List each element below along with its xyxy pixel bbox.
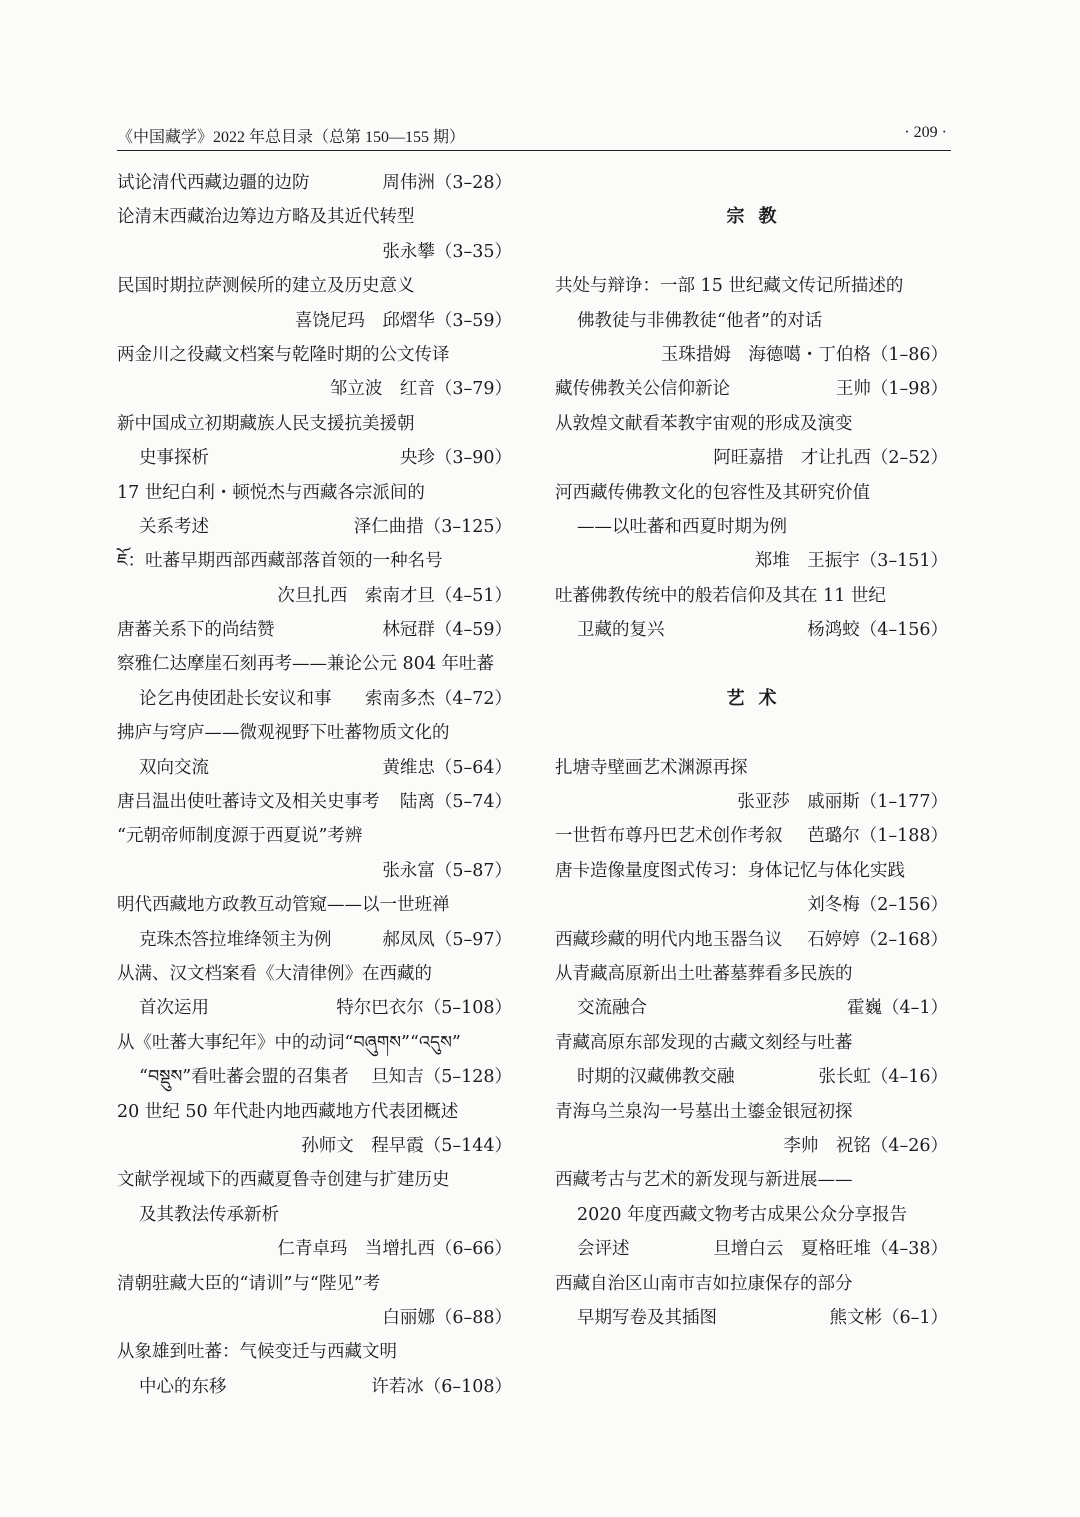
article-title: 中心的东移	[139, 1376, 227, 1397]
article-title: 从象雄到吐蕃：气候变迁与西藏文明	[117, 1342, 397, 1363]
article-title: 从敦煌文献看苯教宇宙观的形成及演变	[555, 413, 853, 434]
article-title: 两金川之役藏文档案与乾隆时期的公文传译	[117, 344, 450, 365]
author-issue-page: 陆离（5–74）	[399, 792, 512, 813]
author-issue-page: 张永攀（3–35）	[382, 241, 512, 262]
author-issue-page: 郑堆 王振宇（3–151）	[754, 551, 948, 572]
article-title: ཇོ：吐蕃早期西部西藏部落首领的一种名号	[117, 551, 443, 572]
article-title: 从《吐蕃大事纪年》中的动词“བཞུགས”“འདུས”	[117, 1032, 461, 1053]
article-title: 克珠杰答拉堆绛领主为例	[139, 929, 332, 950]
article-title: 明代西藏地方政教互动管窥——以一世班禅	[117, 895, 450, 916]
toc-entry-line	[117, 441, 512, 475]
article-title: 河西藏传佛教文化的包容性及其研究价值	[555, 482, 870, 503]
author-issue-page: 旦知吉（5–128）	[371, 1067, 512, 1088]
author-issue-page: 央珍（3–90）	[399, 448, 512, 469]
toc-entry-line	[555, 544, 948, 578]
toc-entry-line	[555, 613, 948, 647]
article-title: 拂庐与穹庐——微观视野下吐蕃物质文化的	[117, 723, 450, 744]
article-title: 双向交流	[139, 757, 209, 778]
section-heading: 宗教	[726, 206, 791, 228]
article-title: 扎塘寺壁画艺术渊源再探	[555, 757, 748, 778]
toc-entry-line	[117, 819, 512, 853]
article-title: 20 世纪 50 年代赴内地西藏地方代表团概述	[117, 1101, 459, 1122]
author-issue-page: 周伟洲（3–28）	[382, 173, 512, 193]
article-title: 文献学视域下的西藏夏鲁寺创建与扩建历史	[117, 1170, 450, 1191]
article-title: 青海乌兰泉沟一号墓出土鎏金银冠初探	[555, 1101, 853, 1122]
toc-entry-line	[117, 1267, 512, 1301]
article-title: 西藏珍藏的明代内地玉器刍议	[555, 929, 783, 950]
toc-entry-line	[117, 785, 512, 819]
toc-entry-line	[555, 854, 948, 888]
toc-entry-line	[117, 1060, 512, 1094]
author-issue-page: 孙师文 程早霞（5–144）	[301, 1135, 512, 1156]
toc-entry-line	[555, 1129, 948, 1163]
article-title: “元朝帝师制度源于西夏说”考辨	[117, 826, 363, 847]
article-title: 吐蕃佛教传统中的般若信仰及其在 11 世纪	[555, 585, 886, 606]
article-title: 察雅仁达摩崖石刻再考——兼论公元 804 年吐蕃	[117, 654, 495, 675]
toc-entry-line	[117, 991, 512, 1025]
toc-entry-line	[117, 510, 512, 544]
author-issue-page: 张长虹（4–16）	[818, 1067, 948, 1088]
article-title: 早期写卷及其插图	[577, 1307, 717, 1328]
section-heading: 艺术	[726, 687, 791, 709]
article-title: 关系考述	[139, 516, 209, 537]
toc-entry-line	[117, 1301, 512, 1335]
toc-entry-line	[555, 407, 948, 441]
article-title: 首次运用	[139, 998, 209, 1019]
toc-entry-line	[117, 166, 512, 200]
toc-entry-line	[117, 682, 512, 716]
toc-entry-line	[117, 1026, 512, 1060]
author-issue-page: 芭璐尔（1–188）	[807, 826, 948, 847]
toc-entry-line	[117, 647, 512, 681]
toc-entry-line	[117, 613, 512, 647]
toc-entry-line	[555, 751, 948, 785]
author-issue-page: 霍巍（4–1）	[846, 998, 948, 1019]
article-title: 史事探析	[139, 448, 209, 469]
article-title: “བསྡུས”看吐蕃会盟的召集者	[139, 1067, 349, 1088]
toc-entry-line	[117, 579, 512, 613]
toc-entry-line	[555, 819, 948, 853]
author-issue-page: 索南多杰（4–72）	[364, 688, 512, 709]
article-title: 民国时期拉萨测候所的建立及历史意义	[117, 276, 415, 297]
article-title: 时期的汉藏佛教交融	[577, 1067, 735, 1088]
toc-entry-line	[117, 1232, 512, 1266]
article-title: 新中国成立初期藏族人民支援抗美援朝	[117, 413, 415, 434]
toc-entry-line	[117, 544, 512, 578]
article-title: 及其教法传承新析	[139, 1204, 279, 1225]
article-title: 共处与辩诤：一部 15 世纪藏文传记所描述的	[555, 276, 904, 297]
author-issue-page: 张永富（5–87）	[382, 860, 512, 881]
author-issue-page: 许若冰（6–108）	[371, 1376, 512, 1397]
author-issue-page: 杨鸿蛟（4–156）	[807, 620, 948, 641]
toc-entry-line	[555, 1301, 948, 1335]
toc-entry-line	[555, 1198, 948, 1232]
author-issue-page: 阿旺嘉措 才让扎西（2–52）	[713, 448, 948, 469]
toc-entry-line	[117, 407, 512, 441]
running-header	[117, 124, 951, 151]
article-title: 清朝驻藏大臣的“请训”与“陛见”考	[117, 1273, 381, 1294]
toc-entry-line	[555, 372, 948, 406]
article-title: 西藏考古与艺术的新发现与新进展——	[555, 1170, 853, 1191]
toc-entry-line	[555, 957, 948, 991]
toc-entry-line	[555, 579, 948, 613]
toc-entry-line	[117, 304, 512, 338]
toc-entry-line	[555, 476, 948, 510]
article-title: ——以吐蕃和西夏时期为例	[577, 516, 787, 537]
article-title: 会评述	[577, 1239, 630, 1260]
toc-entry-line	[117, 200, 512, 234]
article-title: 西藏自治区山南市吉如拉康保存的部分	[555, 1273, 853, 1294]
toc-entry-line	[117, 854, 512, 888]
article-title: 青藏高原东部发现的古藏文刻经与吐蕃	[555, 1032, 853, 1053]
toc-entry-line	[117, 338, 512, 372]
toc-entry-line	[117, 888, 512, 922]
article-title: 论乞冉使团赴长安议和事	[139, 688, 332, 709]
toc-entry-line	[555, 269, 948, 303]
author-issue-page: 林冠群（4–59）	[382, 620, 512, 641]
author-issue-page: 玉珠措姆 海德噶・丁伯格（1–86）	[660, 344, 948, 365]
author-issue-page: 李帅 祝铭（4–26）	[783, 1135, 948, 1156]
right-column	[555, 166, 948, 1335]
article-title: 从青藏高原新出土吐蕃墓葬看多民族的	[555, 963, 853, 984]
toc-entry-line	[555, 923, 948, 957]
toc-entry-line	[117, 1129, 512, 1163]
article-title: 卫藏的复兴	[577, 620, 665, 641]
toc-entry-line	[555, 510, 948, 544]
author-issue-page: 旦增白云 夏格旺堆（4–38）	[713, 1239, 948, 1260]
toc-entry-line	[555, 1026, 948, 1060]
article-title: 论清末西藏治边筹边方略及其近代转型	[117, 207, 415, 228]
author-issue-page: 刘冬梅（2–156）	[807, 895, 948, 916]
author-issue-page: 次旦扎西 索南才旦（4–51）	[277, 585, 512, 606]
article-title: 一世哲布尊丹巴艺术创作考叙	[555, 826, 783, 847]
toc-entry-line	[117, 1163, 512, 1197]
author-issue-page: 白丽娜（6–88）	[382, 1307, 512, 1328]
toc-entry-line	[117, 923, 512, 957]
page-number: · 209 ·	[904, 124, 947, 141]
toc-entry-line	[117, 1095, 512, 1129]
toc-entry-line	[555, 991, 948, 1025]
article-title: 2020 年度西藏文物考古成果公众分享报告	[577, 1204, 908, 1225]
author-issue-page: 仁青卓玛 当增扎西（6–66）	[277, 1239, 512, 1260]
article-title: 佛教徒与非佛教徒“他者”的对话	[577, 310, 823, 331]
toc-entry-line	[555, 1095, 948, 1129]
toc-entry-line	[117, 269, 512, 303]
toc-entry-line	[555, 888, 948, 922]
toc-entry-line	[117, 1198, 512, 1232]
article-title: 交流融合	[577, 998, 647, 1019]
article-title: 唐蕃关系下的尚结赞	[117, 620, 275, 641]
toc-entry-line	[117, 476, 512, 510]
article-title: 唐卡造像量度图式传习：身体记忆与体化实践	[555, 860, 905, 881]
article-title: 从满、汉文档案看《大清律例》在西藏的	[117, 963, 432, 984]
toc-entry-line	[117, 751, 512, 785]
article-title: 藏传佛教关公信仰新论	[555, 379, 730, 400]
author-issue-page: 黄维忠（5–64）	[382, 757, 512, 778]
toc-entry-line	[555, 1060, 948, 1094]
author-issue-page: 熊文彬（6–1）	[829, 1307, 948, 1328]
author-issue-page: 泽仁曲措（3–125）	[353, 516, 512, 537]
author-issue-page: 喜饶尼玛 邱熠华（3–59）	[294, 310, 512, 331]
toc-entry-line	[117, 372, 512, 406]
author-issue-page: 张亚莎 戚丽斯（1–177）	[737, 792, 948, 813]
article-title: 试论清代西藏边疆的边防	[117, 173, 310, 193]
journal-title: 《中国藏学》2022 年总目录（总第 150—155 期）	[117, 129, 466, 146]
left-column	[117, 166, 512, 1404]
toc-entry-line	[555, 1267, 948, 1301]
toc-entry-line	[117, 957, 512, 991]
author-issue-page: 郝凤凤（5–97）	[382, 929, 512, 950]
author-issue-page: 特尔巴衣尔（5–108）	[336, 998, 512, 1019]
article-title: 唐吕温出使吐蕃诗文及相关史事考	[117, 792, 380, 813]
toc-entry-line	[555, 785, 948, 819]
toc-entry-line	[555, 441, 948, 475]
toc-entry-line	[117, 716, 512, 750]
toc-entry-line	[117, 235, 512, 269]
author-issue-page: 石婷婷（2–168）	[807, 929, 948, 950]
toc-entry-line	[555, 338, 948, 372]
toc-entry-line	[555, 304, 948, 338]
toc-entry-line	[555, 1232, 948, 1266]
article-title: 17 世纪白利・顿悦杰与西藏各宗派间的	[117, 482, 425, 503]
author-issue-page: 王帅（1–98）	[835, 379, 948, 400]
toc-entry-line	[117, 1335, 512, 1369]
toc-entry-line	[555, 1163, 948, 1197]
author-issue-page: 邹立波 红音（3–79）	[329, 379, 512, 400]
toc-entry-line	[117, 1370, 512, 1404]
